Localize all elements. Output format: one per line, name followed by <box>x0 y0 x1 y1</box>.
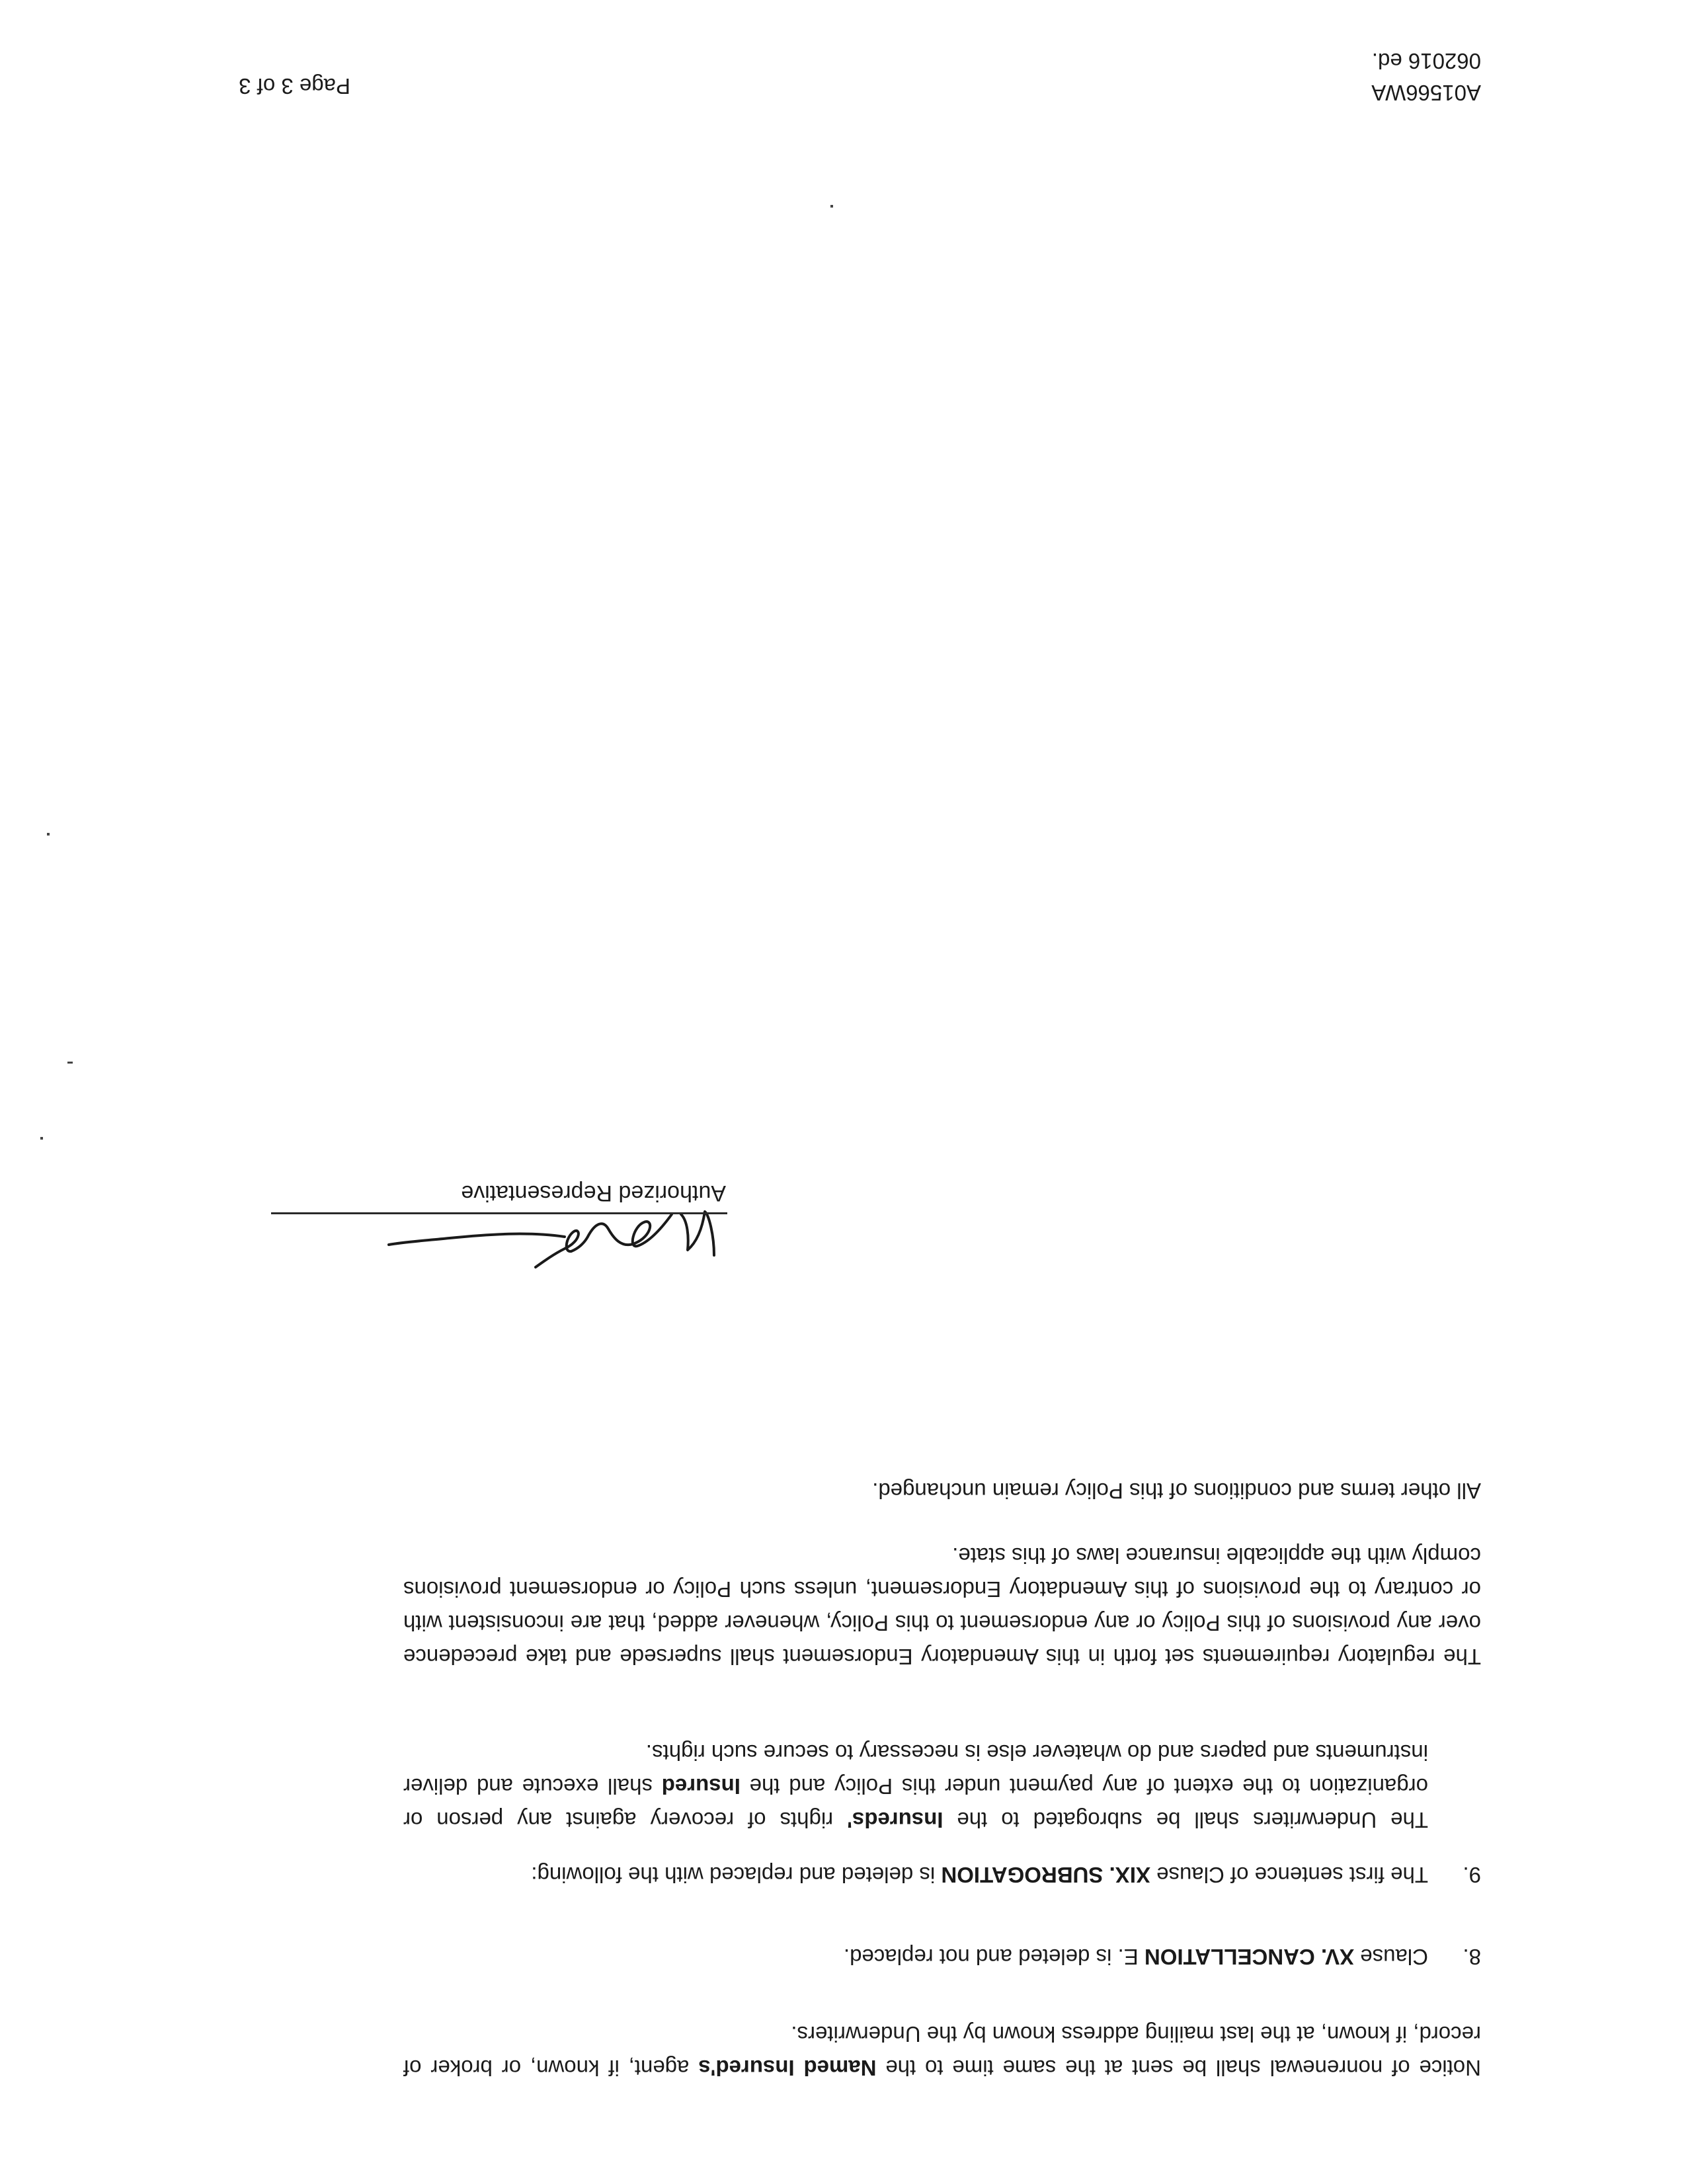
form-number: A01566WA <box>1371 81 1481 105</box>
subrogation-replacement-paragraph <box>403 1736 1428 1837</box>
page-number: Page 3 of 3 <box>239 74 350 98</box>
item-9-text-2: is deleted and replaced with the following: <box>531 1863 942 1887</box>
scan-speck <box>40 1137 43 1140</box>
insured-term: Insured <box>661 1774 741 1799</box>
signature-label: Authorized Representative <box>461 1181 726 1206</box>
form-edition: 062016 ed. <box>1371 49 1481 73</box>
item-8-text-2: E. is deleted and not replaced. <box>843 1945 1144 1969</box>
clause-subrogation: XIX. SUBROGATION <box>941 1863 1150 1887</box>
notice-text-1: Notice of nonrenewal shall be sent at the same time to the <box>876 2056 1481 2080</box>
scan-speck <box>67 1062 73 1064</box>
item-8-number: 8. <box>1463 1945 1481 1969</box>
notice-text-2: agent, if known, or broker of record, if known, at the last mailing address known by the Underwriters. <box>403 2022 1481 2080</box>
insureds-term: Insureds' <box>847 1808 943 1832</box>
named-insured-term: Named Insured's <box>698 2056 877 2080</box>
item-9-text <box>403 1858 1428 1892</box>
item-9-number: 9. <box>1463 1863 1481 1887</box>
handwritten-signature <box>383 1209 727 1275</box>
item-9-text-1: The first sentence of Clause <box>1150 1863 1428 1887</box>
subrogation-text-2: rights of recovery against any person or organization to the extent of any payment under this Policy and the <box>403 1774 1428 1832</box>
closing-statement: All other terms and conditions of this Policy remain unchanged. <box>872 1479 1481 1503</box>
subrogation-text-1: The Underwriters shall be subrogated to the <box>943 1808 1428 1832</box>
nonrenewal-notice-paragraph <box>403 2017 1481 2085</box>
item-8-text <box>403 1940 1428 1974</box>
item-8-text-1: Clause <box>1354 1945 1428 1969</box>
scan-speck <box>47 833 50 836</box>
form-identifier <box>1371 45 1481 108</box>
scan-speck <box>830 205 833 208</box>
signature-line <box>271 1212 727 1214</box>
clause-cancellation: XV. CANCELLATION <box>1144 1945 1355 1969</box>
subrogation-text-3: shall execute and deliver instruments and papers and do whatever else is necessary to secure such rights. <box>403 1740 1428 1799</box>
regulatory-paragraph: The regulatory requirements set forth in this Amendatory Endorsement shall supersede and take precedence over any provisions of this Policy or any endorsement to this Policy, whenever added, that are inconsistent with or contrary to the provisions of this Amendatory Endorsement, unless such Policy or endorsement provisions comply with the applicable insurance laws of this state. <box>403 1543 1481 1669</box>
